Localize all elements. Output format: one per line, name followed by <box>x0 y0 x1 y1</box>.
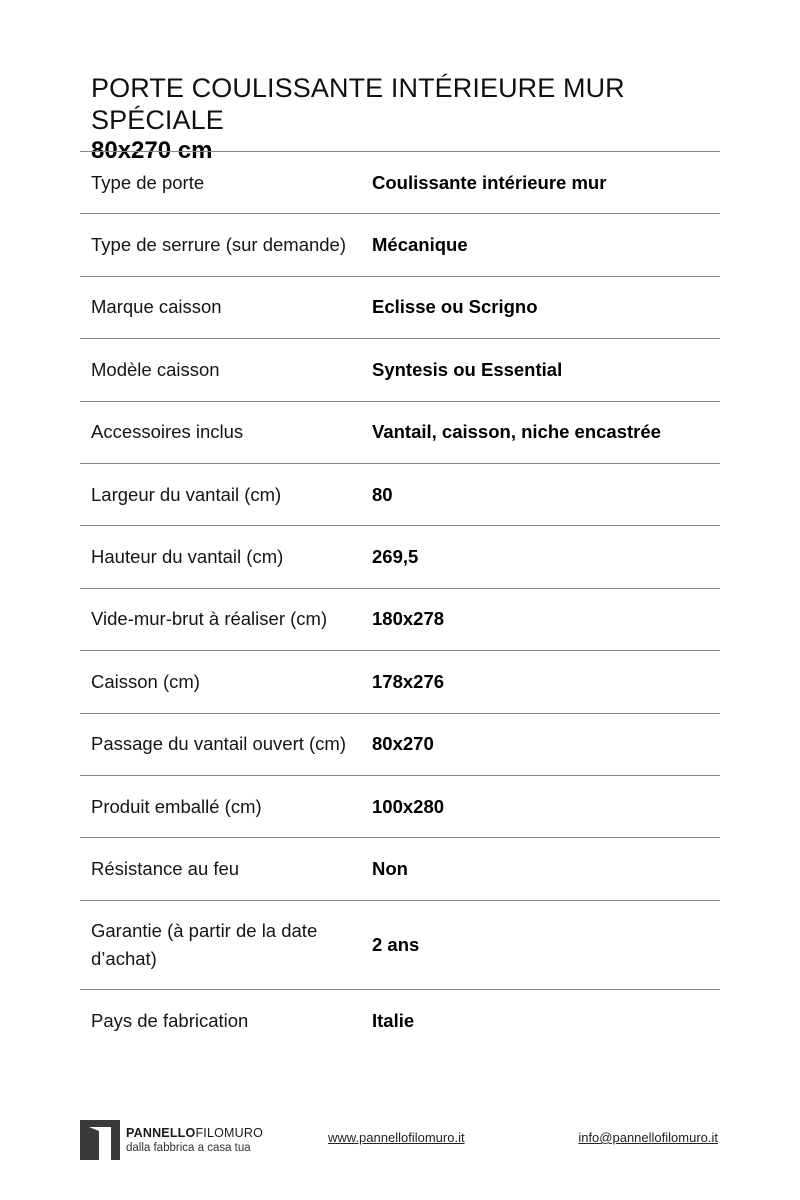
spec-label: Résistance au feu <box>91 857 240 879</box>
spec-row-leaf-height <box>80 526 720 588</box>
spec-row-included-accessories <box>80 402 720 464</box>
website-link[interactable]: www.pannellofilomuro.it <box>328 1130 465 1145</box>
logo-wordmark: PANNELLOFILOMURO <box>126 1125 264 1140</box>
spec-value: Syntesis ou Essential <box>372 358 563 380</box>
spec-value: Vantail, caisson, niche encastrée <box>372 421 661 443</box>
spec-row-warranty <box>80 901 720 990</box>
specifications-table <box>80 151 720 1052</box>
spec-value: Non <box>372 857 408 879</box>
spec-label: Pays de fabrication <box>91 1009 249 1031</box>
spec-value: Coulissante intérieure mur <box>372 171 607 193</box>
spec-label: Garantie (à partir de la date d’achat) <box>91 919 318 969</box>
spec-value: 180x278 <box>372 608 445 630</box>
spec-label: Modèle caisson <box>91 358 220 380</box>
spec-value: Mécanique <box>372 234 468 256</box>
spec-row-box-model <box>80 339 720 401</box>
spec-row-leaf-width <box>80 464 720 526</box>
page-footer <box>80 1118 720 1162</box>
spec-row-fire-resistance <box>80 838 720 900</box>
brand-logo <box>80 1120 263 1160</box>
spec-label: Type de serrure (sur demande) <box>91 234 347 256</box>
spec-value: 100x280 <box>372 795 445 817</box>
spec-label: Type de porte <box>91 171 205 193</box>
spec-row-door-type <box>80 152 720 214</box>
spec-label: Marque caisson <box>91 296 222 318</box>
spec-value: 80 <box>372 483 393 505</box>
document-title: PORTE COULISSANTE INTÉRIEURE MUR SPÉCIALE <box>91 73 625 135</box>
spec-value: 178x276 <box>372 670 445 692</box>
spec-label: Produit emballé (cm) <box>91 795 262 817</box>
spec-row-lock-type <box>80 214 720 276</box>
spec-row-rough-opening <box>80 589 720 651</box>
spec-row-country <box>80 990 720 1052</box>
spec-label: Hauteur du vantail (cm) <box>91 546 284 568</box>
spec-label: Accessoires inclus <box>91 421 244 443</box>
logo-tagline: dalla fabbrica a casa tua <box>126 1141 251 1154</box>
document-subtitle: 80x270 cm <box>91 137 213 164</box>
spec-label: Vide-mur-brut à réaliser (cm) <box>91 608 328 630</box>
spec-row-box-size <box>80 651 720 713</box>
spec-label: Largeur du vantail (cm) <box>91 483 282 505</box>
email-link[interactable]: info@pannellofilomuro.it <box>578 1130 718 1145</box>
spec-value: Eclisse ou Scrigno <box>372 296 538 318</box>
spec-value: 80x270 <box>372 733 434 755</box>
door-logo-icon <box>80 1120 120 1160</box>
spec-label: Passage du vantail ouvert (cm) <box>91 733 347 755</box>
spec-value: 269,5 <box>372 546 419 568</box>
spec-row-packed-size <box>80 776 720 838</box>
spec-row-open-passage <box>80 714 720 776</box>
spec-row-box-brand <box>80 277 720 339</box>
spec-label: Caisson (cm) <box>91 670 200 692</box>
logo-text <box>126 1126 263 1155</box>
spec-value: Italie <box>372 1009 415 1031</box>
spec-value: 2 ans <box>372 933 420 955</box>
